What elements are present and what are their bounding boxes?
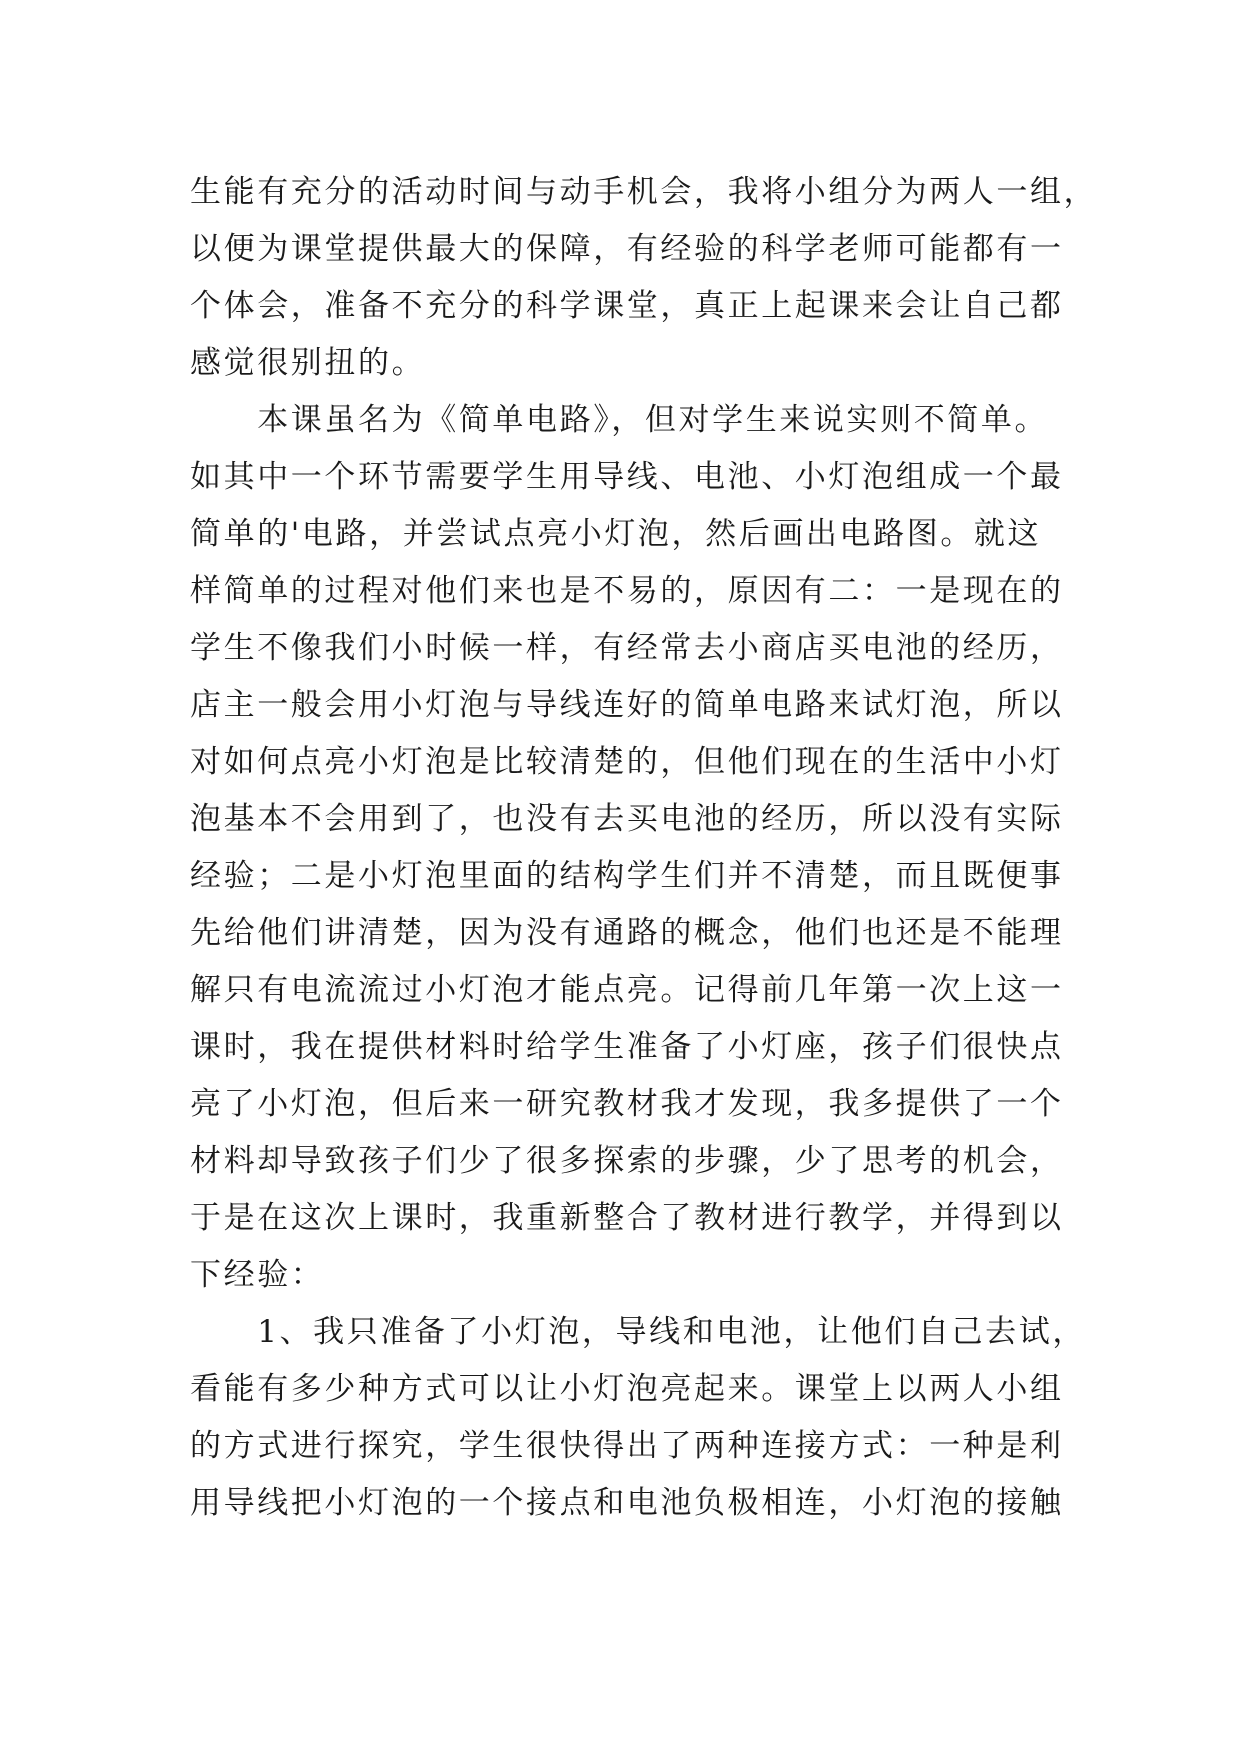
text-line: 1、我只准备了小灯泡，导线和电池，让他们自己去试， (190, 1314, 1086, 1350)
text-line: 个体会，准备不充分的科学课堂，真正上起课来会让自己都 (190, 288, 1064, 324)
text-line: 对如何点亮小灯泡是比较清楚的，但他们现在的生活中小灯 (190, 744, 1064, 780)
text-line: 亮了小灯泡，但后来一研究教材我才发现，我多提供了一个 (190, 1086, 1064, 1122)
text-line: 的方式进行探究，学生很快得出了两种连接方式：一种是利 (190, 1428, 1064, 1464)
text-line: 样简单的过程对他们来也是不易的，原因有二：一是现在的 (190, 573, 1064, 609)
text-line: 感觉很别扭的。 (190, 345, 426, 381)
text-line: 本课虽名为《简单电路》，但对学生来说实则不简单。 (190, 402, 1049, 438)
text-line: 课时，我在提供材料时给学生准备了小灯座，孩子们很快点 (190, 1029, 1064, 1065)
text-line: 简单的'电路，并尝试点亮小灯泡，然后画出电路图。就这 (190, 516, 1042, 552)
text-line: 于是在这次上课时，我重新整合了教材进行教学，并得到以 (190, 1200, 1064, 1236)
text-line: 学生不像我们小时候一样，有经常去小商店买电池的经历， (190, 630, 1064, 666)
body-text (190, 164, 1098, 1532)
text-line: 经验；二是小灯泡里面的结构学生们并不清楚，而且既便事 (190, 858, 1064, 894)
text-line: 下经验： (190, 1257, 325, 1293)
text-line: 以便为课堂提供最大的保障，有经验的科学老师可能都有一 (190, 231, 1064, 267)
text-line: 如其中一个环节需要学生用导线、电池、小灯泡组成一个最 (190, 459, 1064, 495)
text-line: 店主一般会用小灯泡与导线连好的简单电路来试灯泡，所以 (190, 687, 1064, 723)
text-line: 解只有电流流过小灯泡才能点亮。记得前几年第一次上这一 (190, 972, 1064, 1008)
text-line: 生能有充分的活动时间与动手机会，我将小组分为两人一组， (190, 174, 1098, 210)
text-line: 先给他们讲清楚，因为没有通路的概念，他们也还是不能理 (190, 915, 1064, 951)
text-line: 泡基本不会用到了，也没有去买电池的经历，所以没有实际 (190, 801, 1064, 837)
text-line: 看能有多少种方式可以让小灯泡亮起来。课堂上以两人小组 (190, 1371, 1064, 1407)
text-line: 材料却导致孩子们少了很多探索的步骤，少了思考的机会， (190, 1143, 1064, 1179)
text-line: 用导线把小灯泡的一个接点和电池负极相连，小灯泡的接触 (190, 1485, 1064, 1521)
